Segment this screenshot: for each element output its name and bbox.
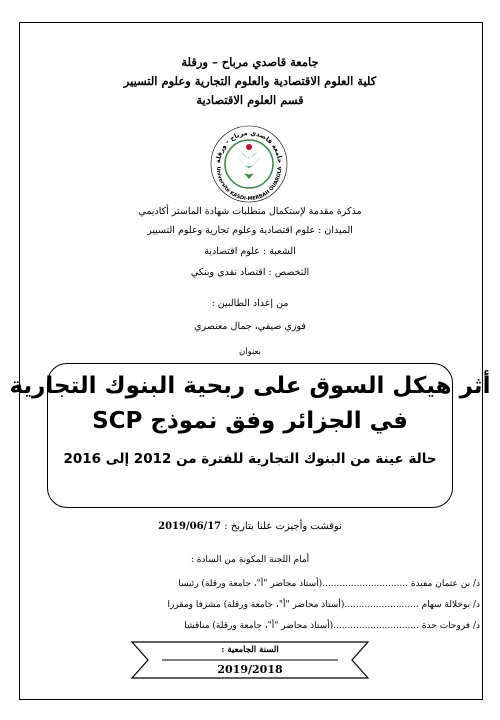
title-line-2: في الجزائر وفق نموذج SCP [92,408,408,434]
logo-top-text: جامعة قاصدي مرباح - ورقلة [213,128,285,164]
title-line-1: أثر هيكل السوق على ربحية البنوك التجارية [9,373,491,399]
defense-date: 2019/06/17 [158,521,222,532]
committee-member-2: د/ بوخلالة سهام ..........................(أستاذ محاضر "أ"، جامعة ورقلة) مشرفا ومقررا [167,600,480,610]
university-logo [208,123,290,205]
memo-field: الميدان : علوم اقتصادية وعلوم تجارية وعلوم التسيير [147,225,353,236]
committee-label: أمام اللجنة المكونة من السادة : [190,555,310,565]
university-name: جامعة قاصدي مرباح – ورقلة [181,55,319,69]
logo-bottom-text: Université KASDI-MERBAH OUARGLA [214,166,284,203]
defense-line [0,520,500,534]
title-label: بعنوان [238,347,262,357]
students-label: من إعداد الطالبين : [211,298,289,309]
department-name: قسم العلوم الاقتصادية [196,93,304,107]
committee-member-1: د/ بن عثمان مفيدة ..............................(أستاذ محاضر "أ"، جامعة ورقلة) رئيسا [178,579,480,589]
faculty-name: كلية العلوم الاقتصادية والعلوم التجارية وعلوم التسيير [123,74,377,88]
defense-label: نوقشت وأجيزت علنا بتاريخ : [224,521,342,532]
title-line-3: حالة عينة من البنوك التجارية للفترة من 2012 إلى 2016 [63,451,437,467]
memo-purpose: مذكرة مقدمة لإستكمال متطلبات شهادة الماستر أكاديمي [138,206,362,217]
committee-member-3: د/ فروحات حدة ..............................(أستاذ محاضر "أ"، جامعة ورقلة) مناقشا [184,621,480,631]
academic-year-value: 2019/2018 [217,663,283,676]
memo-specialty: التخصص : اقتصاد نقدي وبنكي [190,267,310,278]
academic-year-label: السنة الجامعية : [221,645,279,655]
students-names: فوزي صيفي، جمال معنصري [194,321,306,332]
memo-branch: الشعبة : علوم اقتصادية [204,246,296,257]
